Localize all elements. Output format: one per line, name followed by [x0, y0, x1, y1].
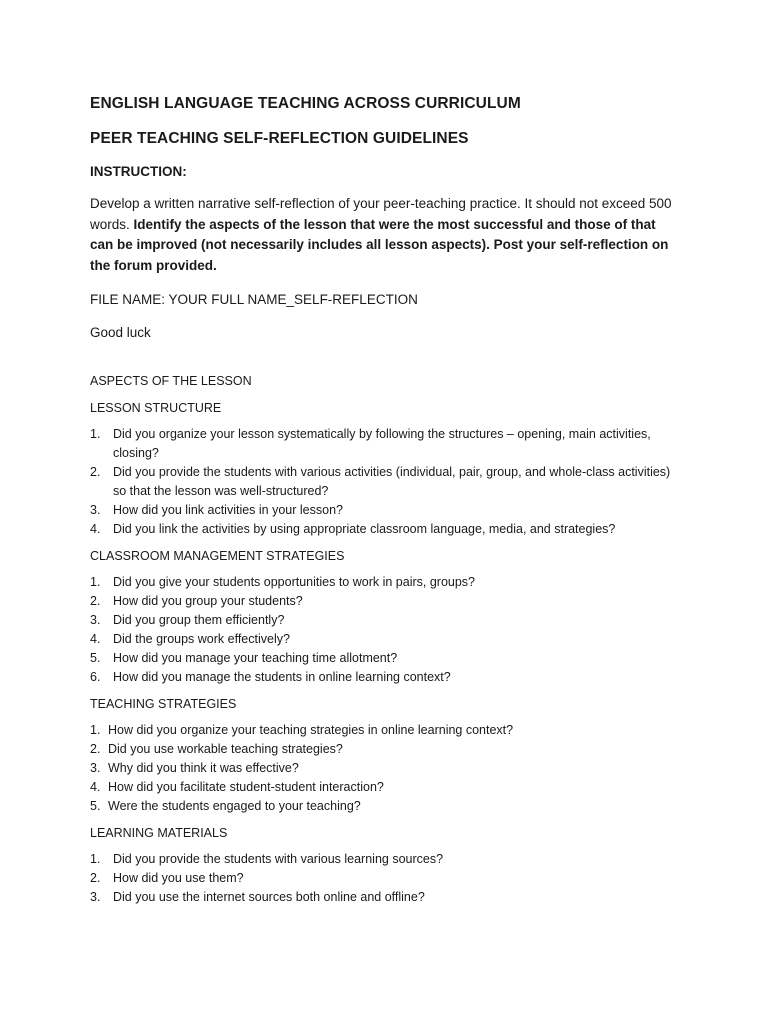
- item-text: Did you link the activities by using appropriate classroom language, media, and strategies?: [113, 522, 616, 536]
- item-text: Did you use workable teaching strategies?: [108, 742, 343, 756]
- list-item: [90, 850, 676, 869]
- list-item: [90, 721, 676, 740]
- item-number: 5.: [90, 799, 101, 813]
- item-text: Did you group them efficiently?: [113, 613, 285, 627]
- item-text: Did you give your students opportunities to work in pairs, groups?: [113, 575, 475, 589]
- section-classroom-management: [90, 549, 676, 687]
- list-item: [90, 463, 676, 501]
- item-number: 4.: [90, 522, 101, 536]
- item-number: 5.: [90, 651, 101, 665]
- list-item: [90, 520, 676, 539]
- item-text: How did you use them?: [113, 871, 244, 885]
- list-item: [90, 797, 676, 816]
- item-number: 3.: [90, 503, 101, 517]
- item-number: 1.: [90, 427, 101, 441]
- item-number: 2.: [90, 465, 101, 479]
- document-title: ENGLISH LANGUAGE TEACHING ACROSS CURRICULUM: [90, 95, 521, 112]
- item-text: How did you group your students?: [113, 594, 303, 608]
- item-text: Why did you think it was effective?: [108, 761, 299, 775]
- item-number: 2.: [90, 871, 101, 885]
- question-list: [90, 573, 676, 687]
- instruction-text: Develop a written narrative self-reflection of your peer-teaching practice. It should not exceed 500 words.: [90, 196, 672, 232]
- section-heading: LEARNING MATERIALS: [90, 826, 228, 840]
- list-item: [90, 668, 676, 687]
- section-lesson-structure: [90, 401, 676, 539]
- list-item: [90, 740, 676, 759]
- document-subtitle: PEER TEACHING SELF-REFLECTION GUIDELINES: [90, 130, 469, 147]
- item-number: 1.: [90, 723, 101, 737]
- item-text: Did you organize your lesson systematically by following the structures – opening, main activities, closing?: [113, 427, 651, 460]
- question-list: [90, 850, 676, 907]
- list-item: [90, 592, 676, 611]
- list-item: [90, 869, 676, 888]
- section-heading: CLASSROOM MANAGEMENT STRATEGIES: [90, 549, 345, 563]
- list-item: [90, 649, 676, 668]
- section-learning-materials: [90, 826, 676, 907]
- aspects-heading: ASPECTS OF THE LESSON: [90, 374, 252, 388]
- section-heading: LESSON STRUCTURE: [90, 401, 222, 415]
- item-text: How did you link activities in your lesson?: [113, 503, 343, 517]
- list-item: [90, 573, 676, 592]
- item-number: 3.: [90, 890, 101, 904]
- list-item: [90, 501, 676, 520]
- item-number: 4.: [90, 632, 101, 646]
- item-text: How did you manage the students in online learning context?: [113, 670, 451, 684]
- item-number: 3.: [90, 761, 101, 775]
- item-number: 1.: [90, 852, 101, 866]
- list-item: [90, 778, 676, 797]
- item-number: 4.: [90, 780, 101, 794]
- question-list: [90, 425, 676, 539]
- file-name-line: FILE NAME: YOUR FULL NAME_SELF-REFLECTION: [90, 292, 418, 307]
- item-text: Did you provide the students with various learning sources?: [113, 852, 444, 866]
- section-teaching-strategies: [90, 697, 676, 816]
- item-text: How did you organize your teaching strategies in online learning context?: [108, 723, 514, 737]
- list-item: [90, 630, 676, 649]
- item-text: Were the students engaged to your teaching?: [108, 799, 361, 813]
- instruction-bold-text: Identify the aspects of the lesson that were the most successful and those of that can be improved (not necessarily includes all lesson aspects). Post your self-reflection on the forum provided.: [90, 216, 669, 273]
- section-heading: TEACHING STRATEGIES: [90, 697, 237, 711]
- item-number: 1.: [90, 575, 101, 589]
- list-item: [90, 888, 676, 907]
- good-luck-line: Good luck: [90, 325, 151, 340]
- list-item: [90, 759, 676, 778]
- item-text: Did you provide the students with various activities (individual, pair, group, and whole-class activities) so that the lesson was well-structured?: [113, 465, 671, 498]
- item-text: How did you manage your teaching time allotment?: [113, 651, 398, 665]
- item-number: 3.: [90, 613, 101, 627]
- question-list: [90, 721, 676, 816]
- item-number: 6.: [90, 670, 101, 684]
- instruction-paragraph: [90, 194, 676, 276]
- item-number: 2.: [90, 594, 101, 608]
- list-item: [90, 425, 676, 463]
- instruction-heading: INSTRUCTION:: [90, 164, 187, 179]
- list-item: [90, 611, 676, 630]
- item-text: Did the groups work effectively?: [113, 632, 290, 646]
- item-text: Did you use the internet sources both online and offline?: [113, 890, 425, 904]
- item-number: 2.: [90, 742, 101, 756]
- item-text: How did you facilitate student-student interaction?: [108, 780, 384, 794]
